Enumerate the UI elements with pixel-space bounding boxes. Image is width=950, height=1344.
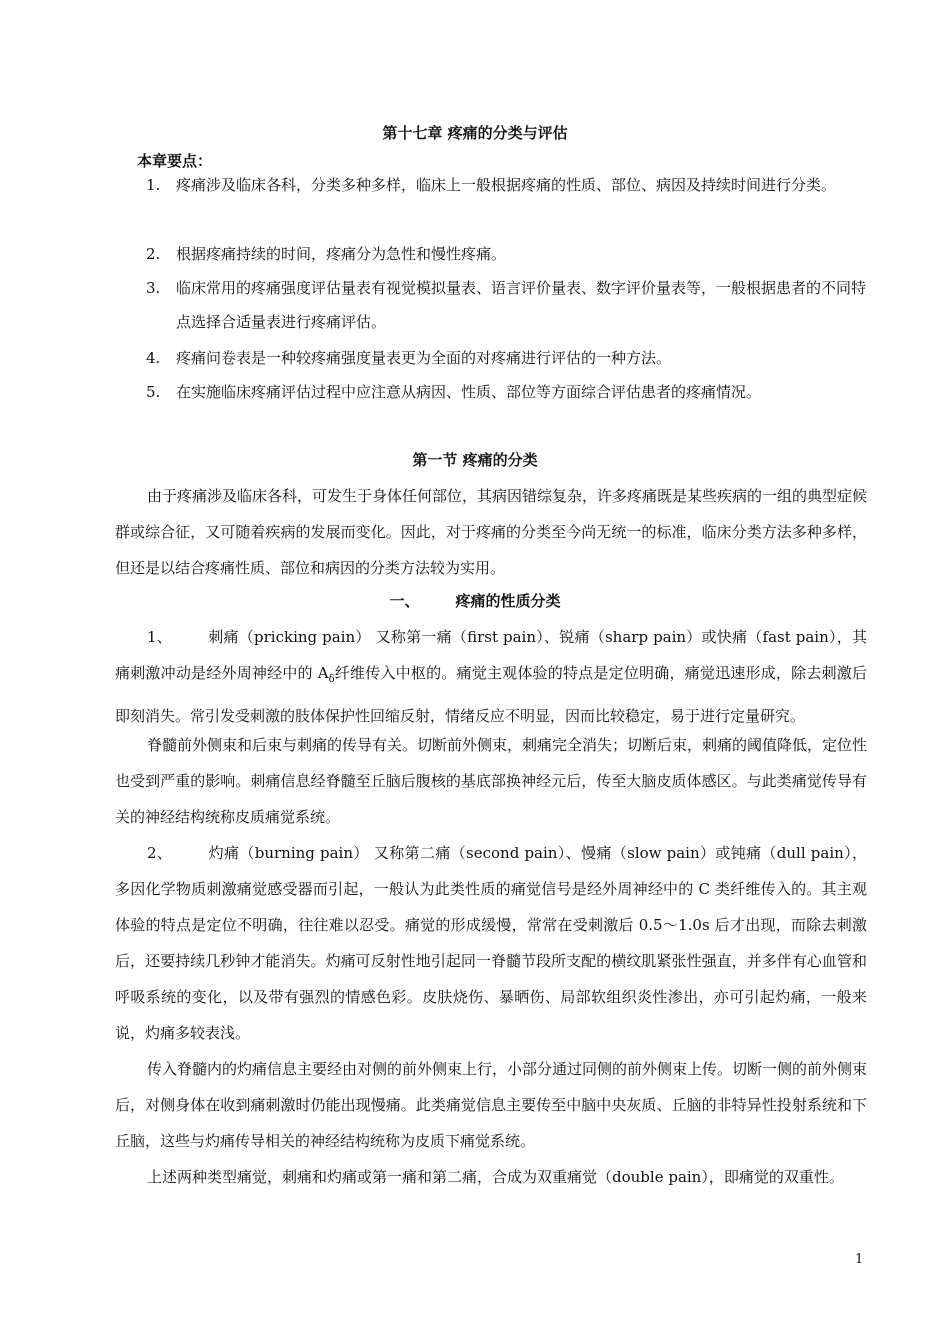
subsection-number: 一、 bbox=[389, 592, 420, 610]
keypoint-item bbox=[146, 375, 866, 409]
keypoint-item bbox=[146, 341, 866, 375]
double-pain-paragraph: 上述两种类型痛觉，刺痛和灼痛或第一痛和第二痛，合成为双重痛觉（double pain），即痛觉的双重性。 bbox=[147, 1168, 844, 1186]
section-title: 第一节 疼痛的分类 bbox=[412, 451, 538, 469]
a-delta-subscript: δ bbox=[328, 674, 335, 685]
burning-number: 2、 bbox=[147, 844, 173, 862]
subsection-heading: 疼痛的性质分类 bbox=[455, 592, 561, 610]
pricking-pathway-paragraph: 脊髓前外侧束和后束与刺痛的传导有关。切断前外侧束，刺痛完全消失；切断后束，刺痛的阈值降低，定位性也受到严重的影响。刺痛信息经脊髓至丘脑后腹核的基底部换神经元后，传至大脑皮质体感区。与此类痛觉传导有关的神经结构统称皮质痛觉系统。 bbox=[115, 736, 868, 826]
keypoint-text: 疼痛问卷表是一种较疼痛强度量表更为全面的对疼痛进行评估的一种方法。 bbox=[176, 349, 672, 367]
keypoints-heading: 本章要点： bbox=[137, 152, 213, 170]
keypoint-item bbox=[146, 237, 866, 271]
keypoint-text: 在实施临床疼痛评估过程中应注意从病因、性质、部位等方面综合评估患者的疼痛情况。 bbox=[176, 383, 762, 401]
chapter-title: 第十七章 疼痛的分类与评估 bbox=[382, 124, 568, 142]
pricking-pain-paragraph bbox=[115, 619, 867, 734]
pricking-text-a: 刺痛（pricking pain） 又称第一痛（first pain）、锐痛（sharp pain）或快痛（fast pain），其痛刺激冲动是经外周神经中的 A bbox=[115, 628, 867, 682]
page-number: 1 bbox=[855, 1252, 864, 1267]
pricking-text-b: 纤维传入中枢的。痛觉主观体验的特点是定位明确，痛觉迅速形成，除去刺激后即刻消失。常引发受刺激的肢体保护性回缩反射，情绪反应不明显，因而比较稳定，易于进行定量研究。 bbox=[115, 664, 867, 725]
keypoint-number: 5. bbox=[146, 383, 161, 401]
keypoint-text: 临床常用的疼痛强度评估量表有视觉模拟量表、语言评价量表、数字评价量表等，一般根据患者的不同特点选择合适量表进行疼痛评估。 bbox=[176, 279, 867, 331]
pricking-number: 1、 bbox=[147, 628, 173, 646]
keypoint-item bbox=[146, 271, 866, 339]
keypoint-number: 1. bbox=[146, 176, 161, 194]
keypoint-number: 2. bbox=[146, 245, 161, 263]
subsection-title bbox=[0, 590, 950, 611]
keypoint-text: 疼痛涉及临床各科，分类多种多样，临床上一般根据疼痛的性质、部位、病因及持续时间进行分类。 bbox=[176, 176, 837, 194]
keypoint-text: 根据疼痛持续的时间，疼痛分为急性和慢性疼痛。 bbox=[176, 245, 507, 263]
intro-paragraph: 由于疼痛涉及临床各科，可发生于身体任何部位，其病因错综复杂，许多疼痛既是某些疾病的一组的典型症候群或综合征，又可随着疾病的发展而变化。因此，对于疼痛的分类至今尚无统一的标准，临床分类方法多种多样，但还是以结合疼痛性质、部位和病因的分类方法较为实用。 bbox=[115, 487, 868, 577]
keypoint-number: 3. bbox=[146, 279, 161, 297]
burning-pathway-paragraph: 传入脊髓内的灼痛信息主要经由对侧的前外侧束上行，小部分通过同侧的前外侧束上传。切断一侧的前外侧束后，对侧身体在收到痛刺激时仍能出现慢痛。此类痛觉信息主要传至中脑中央灰质、丘脑的非特异性投射系统和下丘脑，这些与灼痛传导相关的神经结构统称为皮质下痛觉系统。 bbox=[115, 1060, 868, 1150]
burning-text: 灼痛（burning pain） 又称第二痛（second pain）、慢痛（slow pain）或钝痛（dull pain），多因化学物质刺激痛觉感受器而引起，一般认为此类性质的痛觉信号是经外周神经中的 C 类纤维传入的。其主观体验的特点是定位不明确，往往难以忍受。痛觉的形成缓慢，常常在受刺激后 0.5～1.0s 后才出现，而除去刺激后，还要持续几秒钟才能消失。灼痛可反射性地引起同一脊髓节段所支配的横纹肌紧张性强直，并多伴有心血管和呼吸系统的变化，以及带有强烈的情感色彩。皮肤烧伤、暴晒伤、局部软组织炎性渗出，亦可引起灼痛，一般来说，灼痛多较表浅。 bbox=[115, 844, 868, 1042]
keypoint-number: 4. bbox=[146, 349, 161, 367]
keypoint-item bbox=[146, 168, 866, 202]
burning-pain-paragraph bbox=[115, 835, 867, 1051]
